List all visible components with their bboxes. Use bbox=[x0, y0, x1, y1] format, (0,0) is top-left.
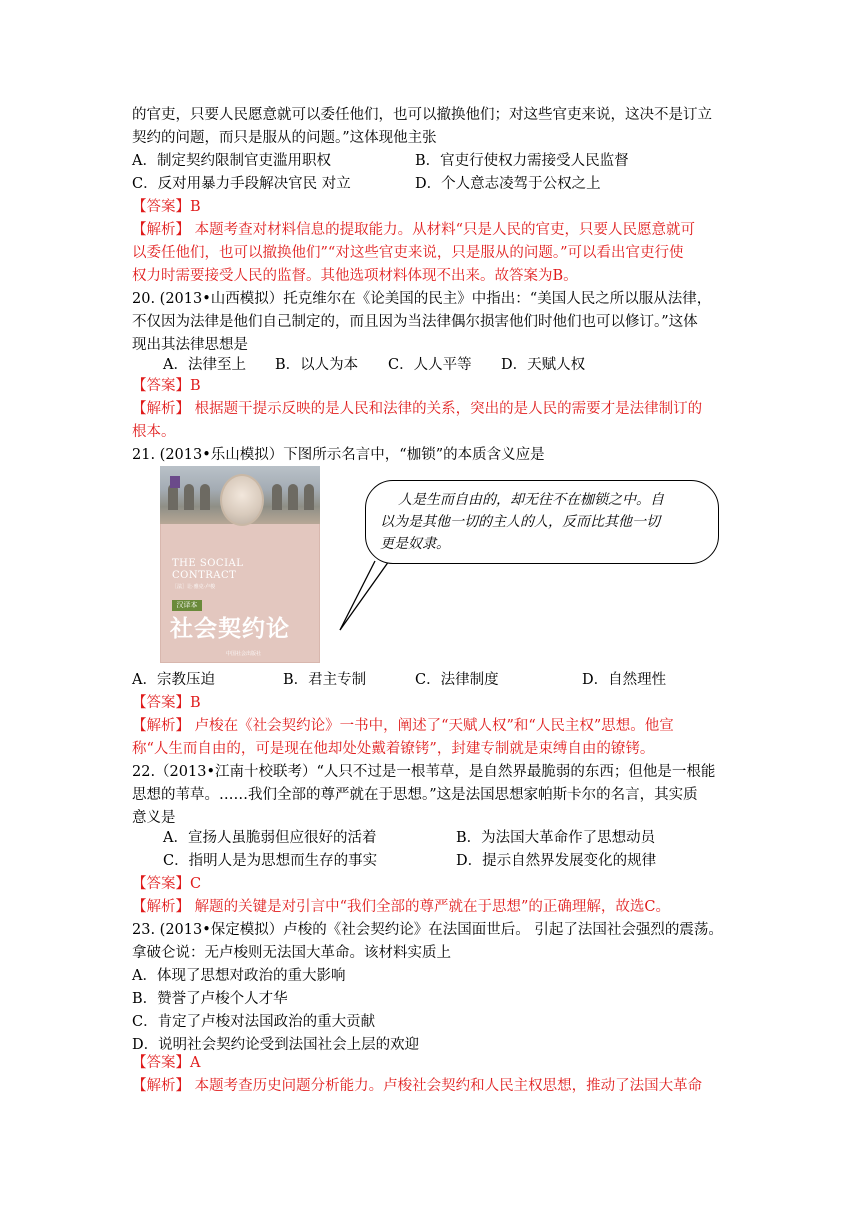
q19-stem-line: 的官吏，只要人民愿意就可以委任他们，也可以撤换他们；对这些官吏来说，这决不是订立 bbox=[132, 107, 712, 123]
answer-label: 【答案】 bbox=[132, 695, 190, 711]
answer-label: 【答案】 bbox=[132, 876, 190, 892]
q22-explanation-line bbox=[132, 897, 670, 917]
quote-speech-bubble bbox=[365, 480, 719, 564]
building-arch bbox=[304, 484, 314, 510]
building-arch bbox=[288, 484, 298, 510]
q20-option-d: D．天赋人权 bbox=[501, 357, 586, 373]
q22-answer bbox=[132, 874, 201, 894]
q22-stem-line: 思想的苇草。……我们全部的尊严就在于思想。”这是法国思想家帕斯卡尔的名言，其实质 bbox=[132, 787, 698, 803]
q23-option-c: C．肯定了卢梭对法国政治的重大贡献 bbox=[132, 1014, 376, 1030]
q22-option-b: B．为法国大革命作了思想动员 bbox=[456, 830, 656, 846]
explanation-label: 【解析】 bbox=[132, 718, 190, 734]
q20-option-a: A．法律至上 bbox=[163, 357, 246, 373]
q20-answer bbox=[132, 376, 201, 396]
q19-explanation-line bbox=[132, 220, 695, 240]
q22-option-a: A．宣扬人虽脆弱但应很好的活着 bbox=[163, 830, 377, 846]
answer-label: 【答案】 bbox=[132, 1055, 190, 1071]
q20-explanation-line: 根本。 bbox=[132, 424, 176, 440]
q19-stem-line: 契约的问题，而只是服从的问题。”这体现他主张 bbox=[132, 130, 437, 146]
rousseau-portrait bbox=[220, 474, 264, 526]
q23-option-d: D．说明社会契约论受到法国社会上层的欢迎 bbox=[132, 1037, 420, 1053]
q23-option-b: B．赞誉了卢梭个人才华 bbox=[132, 991, 288, 1007]
q22-option-d: D．提示自然界发展变化的规律 bbox=[456, 853, 657, 869]
q19-option-a: A．制定契约限制官吏滥用职权 bbox=[132, 153, 331, 169]
explanation-label: 【解析】 bbox=[132, 222, 190, 238]
answer-label: 【答案】 bbox=[132, 378, 190, 394]
q20-stem-line: 现出其法律思想是 bbox=[132, 337, 248, 353]
book-english-title: THE SOCIAL bbox=[172, 558, 244, 569]
book-chinese-title: 社会契约论 bbox=[170, 616, 290, 642]
explanation-label: 【解析】 bbox=[132, 899, 190, 915]
explanation-text: 本题考查历史问题分析能力。卢梭社会契约和人民主权思想，推动了法国大革命 bbox=[190, 1078, 703, 1094]
q21-option-c: C．法律制度 bbox=[415, 672, 499, 688]
q21-explanation-line bbox=[132, 716, 674, 736]
book-cover-image bbox=[160, 466, 320, 663]
quote-line: 以为是其他一切的主人的人，反而比其他一切 bbox=[380, 514, 660, 530]
q19-option-b: B．官吏行使权力需接受人民监督 bbox=[415, 153, 629, 169]
q21-option-b: B．君主专制 bbox=[283, 672, 367, 688]
q21-option-d: D．自然理性 bbox=[582, 672, 667, 688]
q19-answer bbox=[132, 197, 201, 217]
q22-stem-line: 22.（2013•江南十校联考）“人只不过是一根苇草，是自然界最脆弱的东西；但他是一根能 bbox=[132, 764, 716, 780]
book-author: ［法］让·雅克·卢梭 bbox=[172, 584, 216, 590]
q23-explanation-line bbox=[132, 1076, 702, 1096]
explanation-text: 卢梭在《社会契约论》一书中，阐述了“天赋人权”和“人民主权”思想。他宣 bbox=[190, 718, 674, 734]
building-arch bbox=[184, 484, 194, 510]
explanation-text: 本题考查对材料信息的提取能力。从材料“只是人民的官吏，只要人民愿意就可 bbox=[190, 222, 696, 238]
book-publisher: 中国社会出版社 bbox=[226, 651, 262, 657]
book-english-title: CONTRACT bbox=[172, 570, 237, 581]
q21-explanation-line: 称“人生而自由的，可是现在他却处处戴着镣铐”，封建专制就是束缚自由的镣铐。 bbox=[132, 741, 655, 757]
explanation-label: 【解析】 bbox=[132, 1078, 190, 1094]
publisher-badge-icon bbox=[170, 476, 180, 488]
q21-answer bbox=[132, 693, 201, 713]
q22-option-c: C．指明人是为思想而生存的事实 bbox=[163, 853, 378, 869]
explanation-text: 根据题干提示反映的是人民和法律的关系，突出的是人民的需要才是法律制订的 bbox=[190, 401, 703, 417]
answer-value: B bbox=[190, 695, 201, 711]
q21-stem-line: 21. (2013•乐山模拟）下图所示名言中，“枷锁”的本质含义应是 bbox=[132, 447, 545, 463]
explanation-text: 解题的关键是对引言中“我们全部的尊严就在于思想”的正确理解，故选C。 bbox=[190, 899, 671, 915]
q19-option-c: C．反对用暴力手段解决官民 对立 bbox=[132, 176, 351, 192]
q20-option-b: B．以人为本 bbox=[275, 357, 359, 373]
q23-answer bbox=[132, 1053, 200, 1073]
explanation-label: 【解析】 bbox=[132, 401, 190, 417]
book-seal: 汉译本 bbox=[172, 600, 202, 611]
answer-value: B bbox=[190, 378, 201, 394]
quote-line: 更是奴隶。 bbox=[380, 536, 450, 552]
building-arch bbox=[272, 484, 282, 510]
q23-option-a: A．体现了思想对政治的重大影响 bbox=[132, 968, 346, 984]
q19-option-d: D．个人意志凌驾于公权之上 bbox=[415, 176, 601, 192]
q20-option-c: C．人人平等 bbox=[388, 357, 472, 373]
q19-explanation-line: 以委任他们，也可以撤换他们”“对这些官吏来说，只是服从的问题。”可以看出官吏行使 bbox=[132, 245, 684, 261]
building-arch bbox=[200, 484, 210, 510]
cover-photo bbox=[160, 466, 320, 524]
q22-stem-line: 意义是 bbox=[132, 810, 176, 826]
quote-line: 人是生而自由的，却无往不在枷锁之中。自 bbox=[398, 492, 664, 508]
q23-stem-line: 拿破仑说：无卢梭则无法国大革命。该材料实质上 bbox=[132, 945, 451, 961]
q23-stem-line: 23. (2013•保定模拟）卢梭的《社会契约论》在法国面世后。 引起了法国社会强烈的震荡。 bbox=[132, 922, 723, 938]
q20-stem-line: 不仅因为法律是他们自己制定的，而且因为当法律偶尔损害他们时他们也可以修订。”这体 bbox=[132, 314, 698, 330]
answer-value: C bbox=[190, 876, 202, 892]
q20-stem-line: 20. (2013•山西模拟）托克维尔在《论美国的民主》中指出：“美国人民之所以服从法律， bbox=[132, 291, 712, 307]
q19-explanation-line: 权力时需要接受人民的监督。其他选项材料体现不出来。故答案为B。 bbox=[132, 268, 578, 284]
answer-value: B bbox=[190, 199, 201, 215]
answer-value: A bbox=[190, 1055, 201, 1071]
q20-explanation-line bbox=[132, 399, 702, 419]
answer-label: 【答案】 bbox=[132, 199, 190, 215]
q21-option-a: A．宗教压迫 bbox=[132, 672, 215, 688]
